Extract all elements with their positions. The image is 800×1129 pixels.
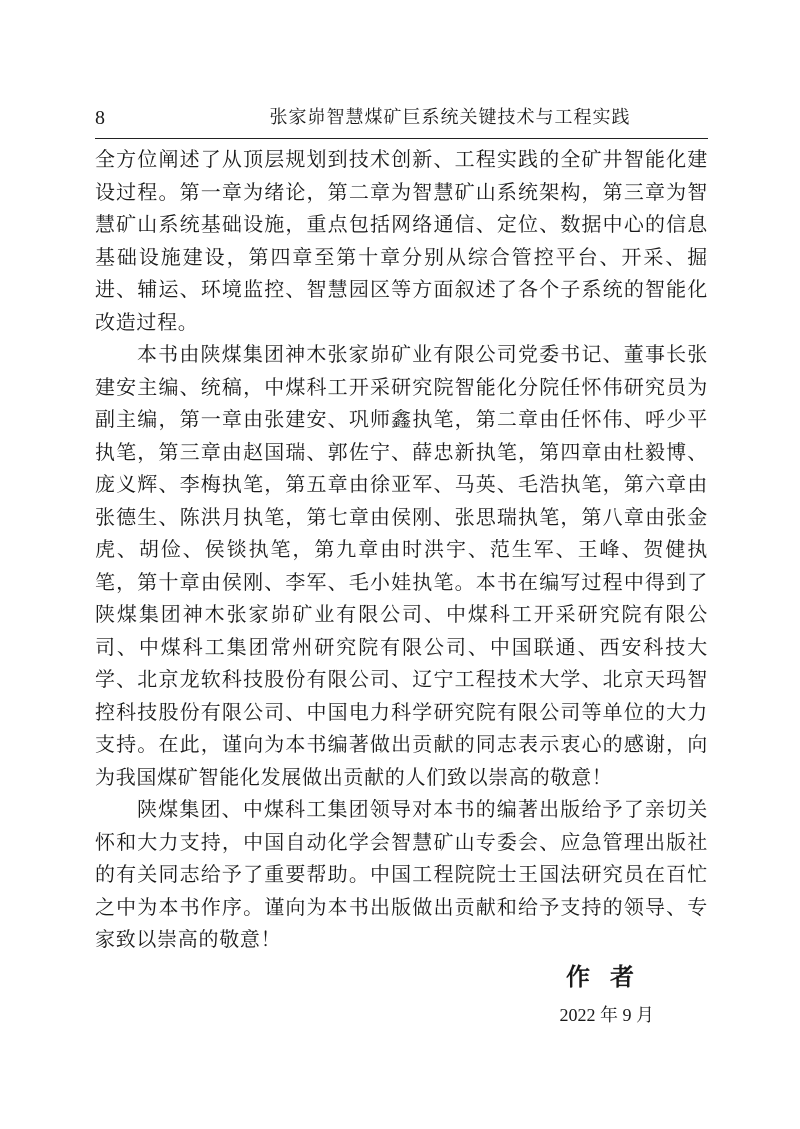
- signature-date: 2022 年 9 月: [559, 1005, 654, 1025]
- body-text: [95, 143, 708, 956]
- page-header: [95, 103, 708, 133]
- header-divider: [95, 138, 708, 139]
- paragraph-authors: 本书由陕煤集团神木张家峁矿业有限公司党委书记、董事长张建安主编、统稿，中煤科工开采研究院智能化分院任怀伟研究员为副主编，第一章由张建安、巩师鑫执笔，第二章由任怀伟、呼少平执笔，第三章由赵国瑞、郭佐宁、薛忠新执笔，第四章由杜毅博、庞义辉、李梅执笔，第五章由徐亚军、马英、毛浩执笔，第六章由张德生、陈洪月执笔，第七章由侯刚、张思瑞执笔，第八章由张金虎、胡俭、侯锬执笔，第九章由时洪宇、范生军、王峰、贺健执笔，第十章由侯刚、李军、毛小娃执笔。本书在编写过程中得到了陕煤集团神木张家峁矿业有限公司、中煤科工开采研究院有限公司、中煤科工集团常州研究院有限公司、中国联通、西安科技大学、北京龙软科技股份有限公司、辽宁工程技术大学、北京天玛智控科技股份有限公司、中国电力科学研究院有限公司等单位的大力支持。在此，谨向为本书编著做出贡献的同志表示衷心的感谢，向为我国煤矿智能化发展做出贡献的人们致以崇高的敬意！: [95, 342, 708, 789]
- author-signature: 作者: [566, 962, 654, 991]
- paragraph-continuation: 全方位阐述了从顶层规划到技术创新、工程实践的全矿井智能化建设过程。第一章为绪论，第二章为智慧矿山系统架构，第三章为智慧矿山系统基础设施，重点包括网络通信、定位、数据中心的信息基础设施建设，第四章至第十章分别从综合管控平台、开采、掘进、辅运、环境监控、智慧园区等方面叙述了各个子系统的智能化改造过程。: [95, 147, 708, 334]
- page-number: 8: [95, 107, 105, 129]
- running-title: 张家峁智慧煤矿巨系统关键技术与工程实践: [269, 107, 631, 128]
- paragraph-acknowledgements: 陕煤集团、中煤科工集团领导对本书的编著出版给予了亲切关怀和大力支持，中国自动化学会智慧矿山专委会、应急管理出版社的有关同志给予了重要帮助。中国工程院院士王国法研究员在百忙之中为本书作序。谨向为本书出版做出贡献和给予支持的领导、专家致以崇高的敬意！: [95, 797, 708, 951]
